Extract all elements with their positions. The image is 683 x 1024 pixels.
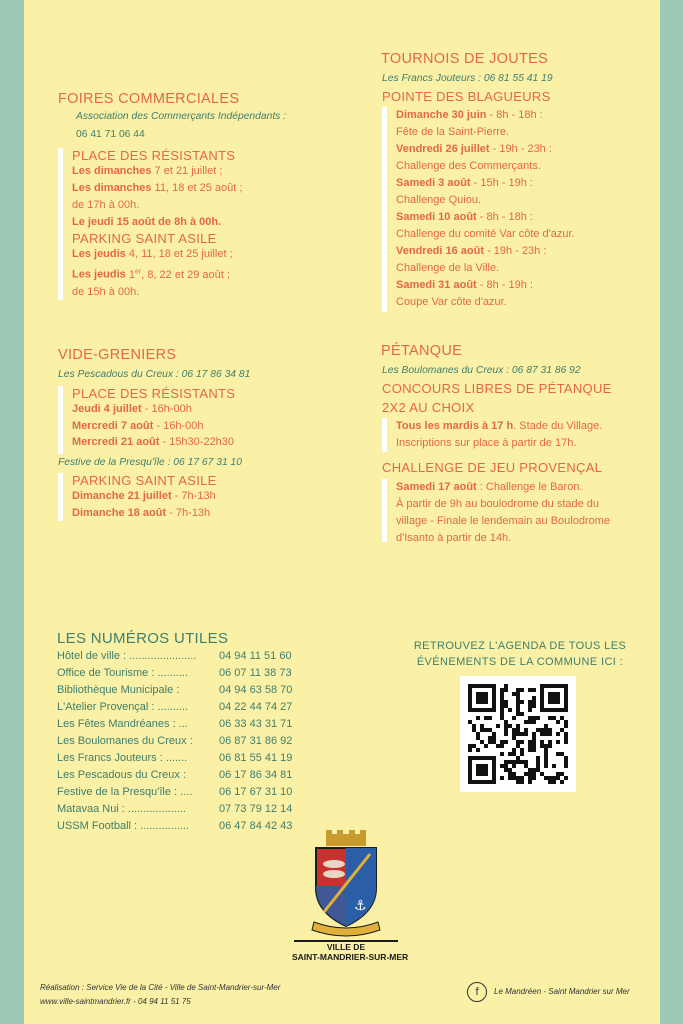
vide-line: Dimanche 18 août - 7h-13h <box>72 506 211 519</box>
foires-line: de 17h à 00h. <box>72 199 140 211</box>
joutes-line: Dimanche 30 juin - 8h - 18h : <box>396 109 543 121</box>
joutes-assoc: Les Francs Jouteurs : 06 81 55 41 19 <box>382 73 553 84</box>
joutes-line: Challenge du comité Var côte d'azur. <box>396 228 575 240</box>
vide-line: Jeudi 4 juillet - 16h-00h <box>72 403 192 415</box>
petanque-line: Inscriptions sur place à partir de 17h. <box>396 437 577 449</box>
foires-line: de 15h à 00h. <box>72 285 140 298</box>
vide-title: VIDE-GRENIERS <box>58 347 177 363</box>
svg-text:⚓: ⚓ <box>354 898 367 914</box>
logo-text: VILLE DE SAINT-MANDRIER-SUR-MER <box>292 942 409 962</box>
joutes-place: POINTE DES BLAGUEURS <box>382 89 551 104</box>
joutes-line: Coupe Var côte d'azur. <box>396 296 507 308</box>
foires-place1: PLACE DES RÉSISTANTS <box>72 148 236 163</box>
foires-place2: PARKING SAINT ASILE <box>72 231 217 246</box>
petanque-sub2: CHALLENGE DE JEU PROVENÇAL <box>382 460 603 475</box>
foires-line: Les jeudis 4, 11, 18 et 25 juillet ; <box>72 248 233 260</box>
joutes-line: Challenge de la Ville. <box>396 262 500 274</box>
petanque-line: À partir de 9h au boulodrome du stade du <box>396 498 600 510</box>
vide-line: Mercredi 7 août - 16h-00h <box>72 419 204 432</box>
foires-title: FOIRES COMMERCIALES <box>58 91 240 107</box>
numero-row: USSM Football : ................ 06 47 84 42 43 <box>57 820 293 832</box>
footer-facebook-text[interactable]: Le Mandréen - Saint Mandrier sur Mer <box>494 987 630 996</box>
numero-row: Festive de la Presqu'île : .... 06 17 67 31 10 <box>57 786 293 798</box>
foires-line: Les dimanches 7 et 21 juillet ; <box>72 165 223 177</box>
vide-place1: PLACE DES RÉSISTANTS <box>72 386 236 401</box>
petanque-line: Tous les mardis à 17 h. Stade du Village. <box>396 420 603 432</box>
petanque-line: d'Isanto à partir de 14h. <box>396 532 512 544</box>
joutes-line: Vendredi 26 juillet - 19h - 23h : <box>396 143 552 155</box>
foires-line: Les jeudis 1er, 8, 22 et 29 août ; <box>72 268 230 281</box>
foires-line: Le jeudi 15 août de 8h à 00h. <box>72 216 222 228</box>
crest-icon <box>296 830 396 940</box>
numero-row: Hôtel de ville : ...................... 04 94 11 51 60 <box>57 650 292 662</box>
vide-line: Mercredi 21 août - 15h30-22h30 <box>72 436 235 448</box>
qr-code[interactable] <box>460 676 576 792</box>
numero-row: Les Pescadous du Creux : 06 17 86 34 81 <box>57 769 293 781</box>
petanque-sub1b: 2X2 AU CHOIX <box>382 400 475 415</box>
petanque-sub1a: CONCOURS LIBRES DE PÉTANQUE <box>382 381 612 396</box>
numero-row: Les Fêtes Mandréanes : ... 06 33 43 31 71 <box>57 718 293 730</box>
joutes-block <box>382 107 575 312</box>
vide-line: Dimanche 21 juillet - 7h-13h <box>72 490 216 502</box>
brochure-page <box>24 0 660 1024</box>
petanque-block2 <box>382 479 610 542</box>
foires-phone: 06 41 71 06 44 <box>76 129 145 140</box>
facebook-icon[interactable]: f <box>467 982 487 1002</box>
vide-place2: PARKING SAINT ASILE <box>72 473 217 488</box>
petanque-block1 <box>382 418 602 452</box>
numero-row: Bibliothèque Municipale : 04 94 63 58 70 <box>57 684 293 696</box>
joutes-line: Samedi 10 août - 8h - 18h : <box>396 211 533 223</box>
vide-block2 <box>58 473 217 521</box>
city-crest <box>296 830 396 940</box>
petanque-title: PÉTANQUE <box>381 343 463 359</box>
vide-assoc1: Les Pescadous du Creux : 06 17 86 34 81 <box>58 369 251 380</box>
petanque-assoc: Les Boulomanes du Creux : 06 87 31 86 92 <box>382 365 581 376</box>
foires-block <box>58 148 242 300</box>
foires-assoc: Association des Commerçants Indépendants : <box>76 111 287 122</box>
joutes-line: Samedi 31 août - 8h - 19h : <box>396 279 533 291</box>
joutes-title: TOURNOIS DE JOUTES <box>381 51 549 67</box>
numero-row: Office de Tourisme : .......... 06 07 11 38 73 <box>57 667 292 679</box>
joutes-line: Challenge Quiou. <box>396 194 482 206</box>
agenda-text: RETROUVEZ L'AGENDA DE TOUS LES ÉVÉNEMENTS DE LA COMMUNE ICI : <box>413 640 627 668</box>
foires-line: Les dimanches 11, 18 et 25 août ; <box>72 182 243 194</box>
joutes-line: Fête de la Saint-Pierre. <box>396 126 510 138</box>
joutes-line: Samedi 3 août - 15h - 19h : <box>396 177 533 189</box>
numero-row: L'Atelier Provençal : .......... 04 22 44 74 27 <box>57 701 293 713</box>
petanque-line: Samedi 17 août : Challenge le Baron. <box>396 481 583 493</box>
numero-row: Les Boulomanes du Creux : 06 87 31 86 92 <box>57 735 293 747</box>
numero-row: Les Francs Jouteurs : ....... 06 81 55 41 19 <box>57 752 293 764</box>
petanque-line: village - Finale le lendemain au Boulodrome <box>396 515 611 527</box>
numeros-title: LES NUMÉROS UTILES <box>57 630 229 647</box>
joutes-line: Challenge des Commerçants. <box>396 160 541 172</box>
vide-block1 <box>58 386 235 454</box>
qr-code-graphic <box>460 676 576 792</box>
footer-credits: Réalisation : Service Vie de la Cité - Ville de Saint-Mandrier-sur-Mer www.ville-saintmandrier.fr - 04 94 11 51 75 <box>40 983 281 1006</box>
vide-assoc2: Festive de la Presqu'île : 06 17 67 31 10 <box>58 457 242 468</box>
numero-row: Matavaa Nui : ................... 07 73 79 12 14 <box>57 803 293 815</box>
joutes-line: Vendredi 16 août - 19h - 23h : <box>396 245 547 257</box>
